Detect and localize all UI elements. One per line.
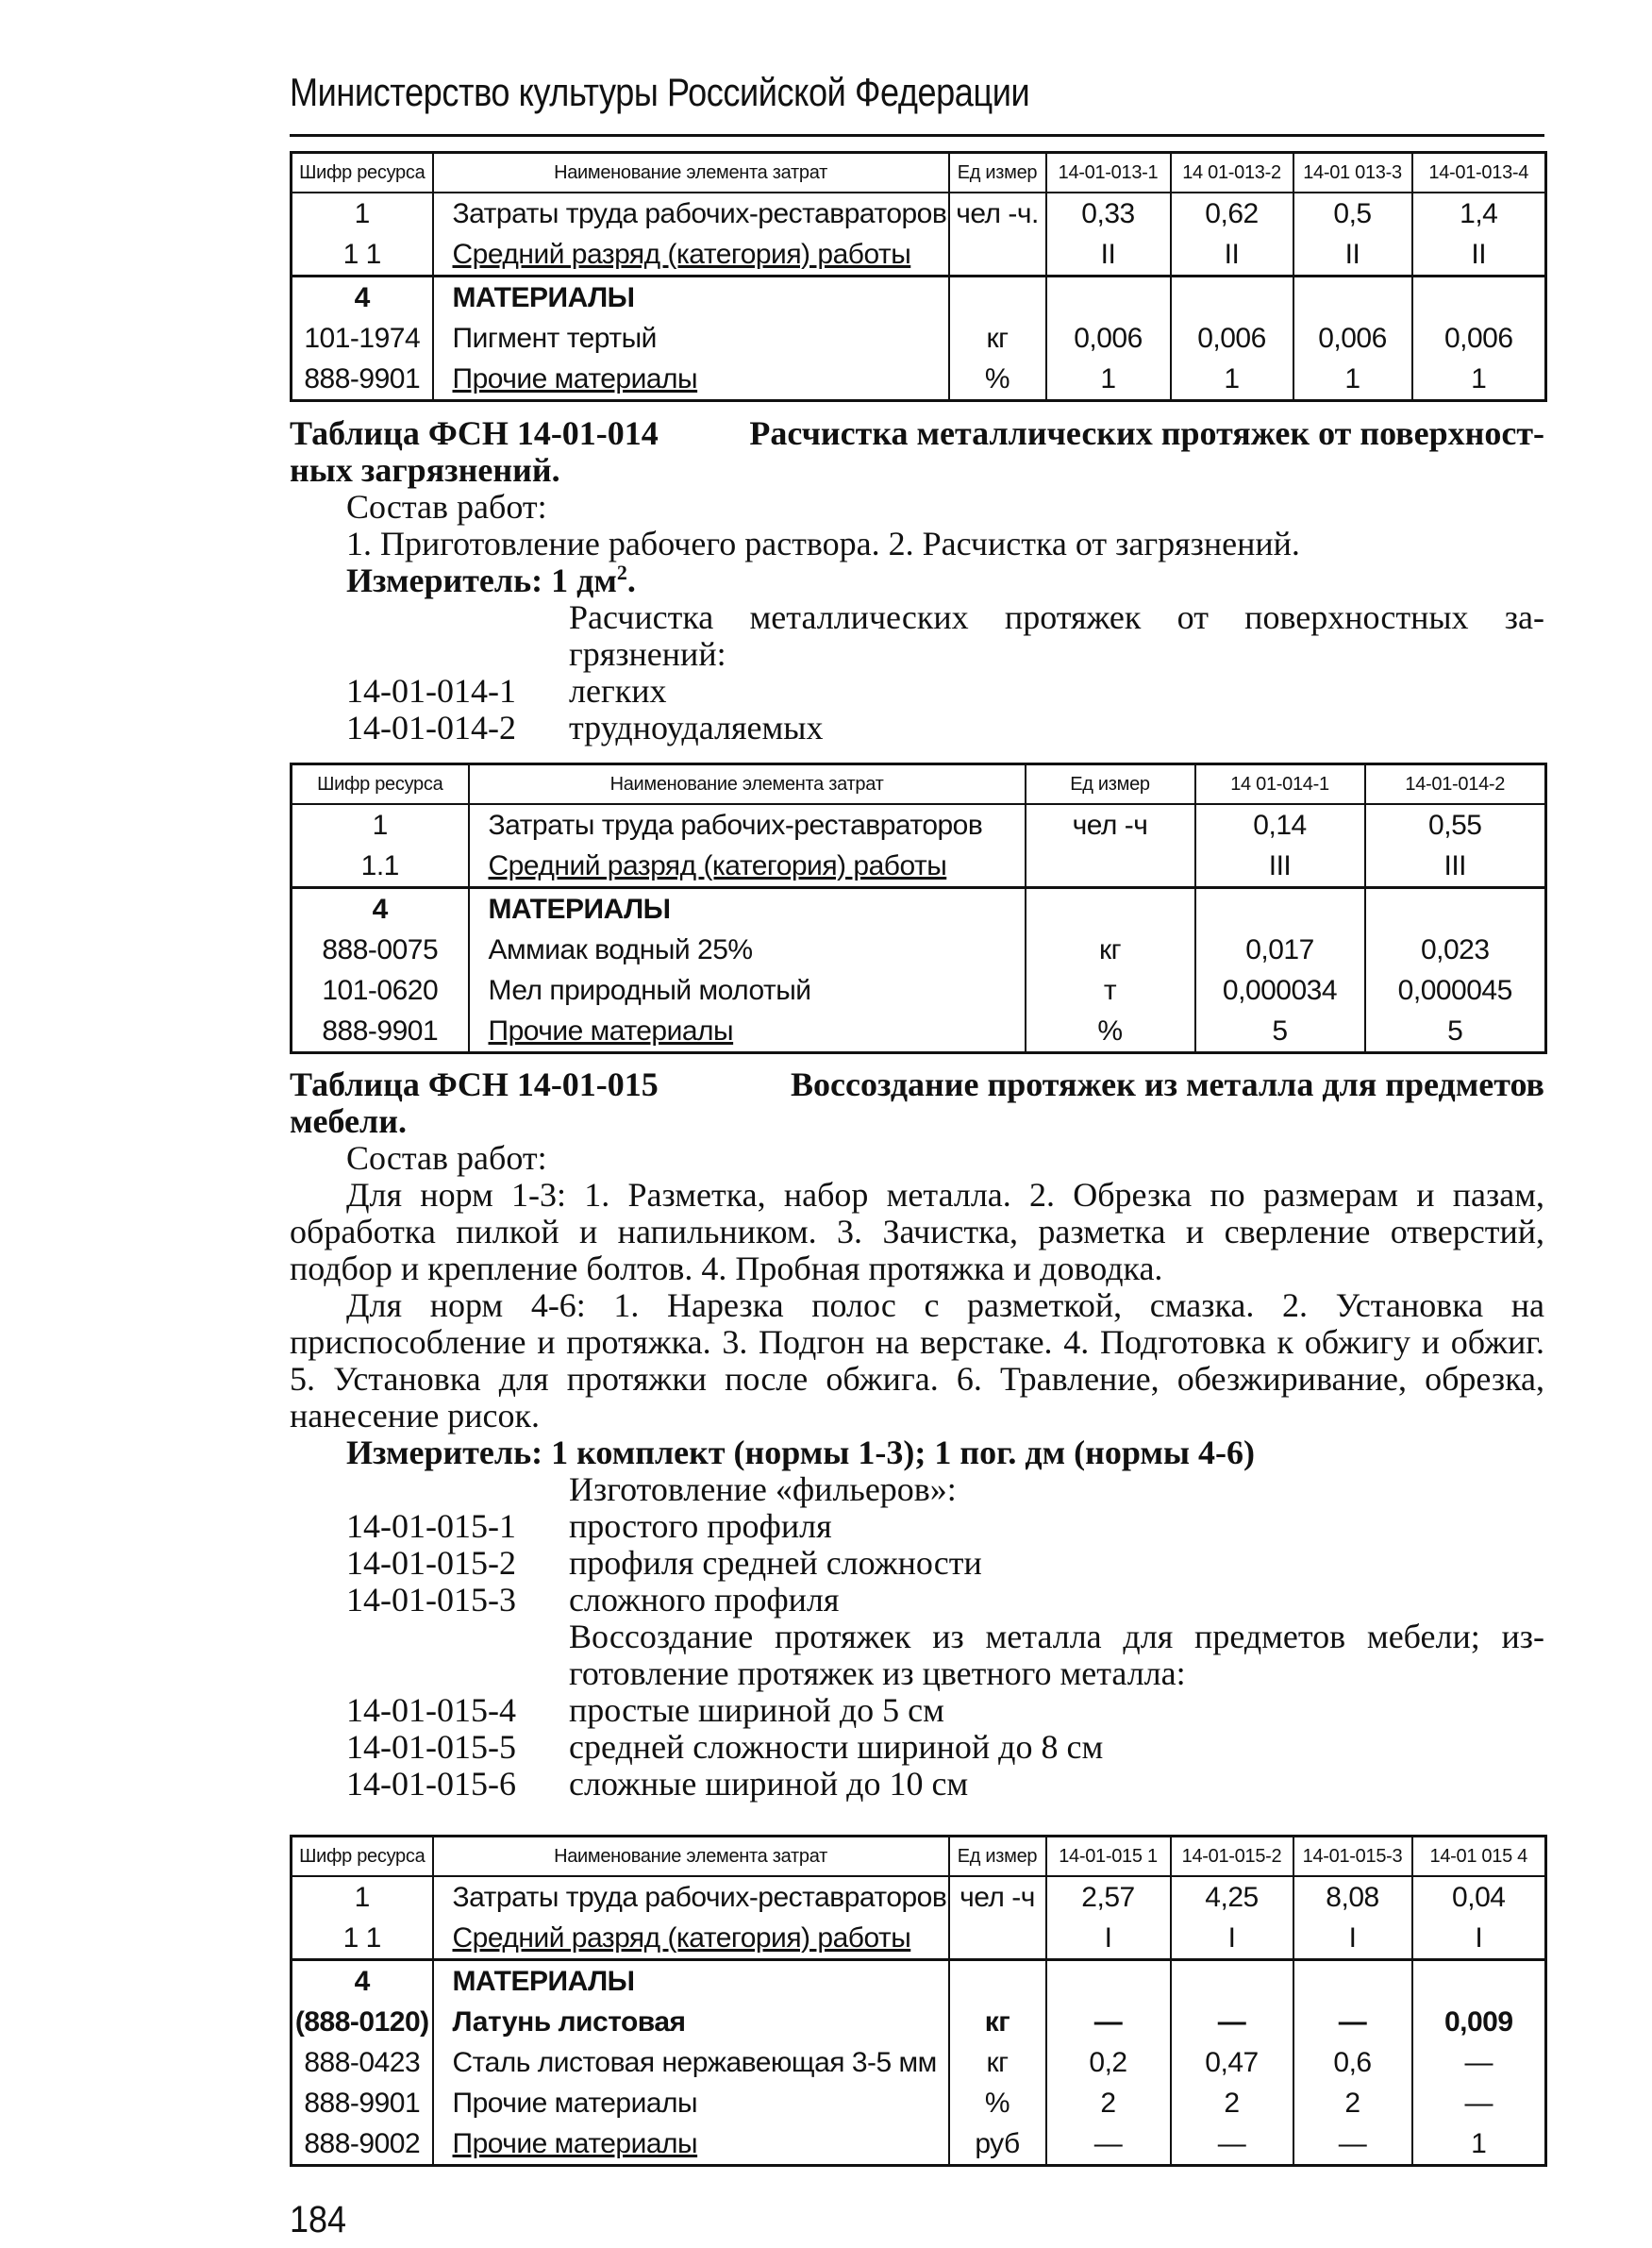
table-cell: II	[1171, 234, 1293, 277]
table-cell: 888-0423	[292, 2042, 433, 2083]
table-cell: Прочие материалы	[433, 2123, 949, 2166]
table-cell: 0,6	[1293, 2042, 1412, 2083]
norm-line: 14-01-015-2 профиля средней сложности	[346, 1544, 982, 1582]
resource-table-015	[290, 1835, 1547, 2167]
table-row	[292, 930, 1546, 970]
work-paragraph-2: Для норм 4-6: 1. Нарезка полос с разметкой, смазка. 2. Установка на приспособление и протяжка. 3. Подгон на верстаке. 4. Подготовка к обжигу и обжиг. 5. Установка для протяжки после обжига. 6. Травление, обезжиривание, обрезка, нанесение рисок.	[290, 1286, 1544, 1434]
work-label: Состав работ:	[346, 488, 547, 526]
table-cell: МАТЕРИАЛЫ	[433, 277, 949, 319]
table-cell: 1	[292, 193, 433, 234]
table-cell	[1293, 277, 1412, 319]
table-cell: 8,08	[1293, 1876, 1412, 1918]
table-row	[292, 1876, 1546, 1918]
table-title-line1: Воссоздание протяжек из металла для предметов	[791, 1065, 1544, 1103]
table-cell: 2	[1046, 2083, 1171, 2123]
table-cell: 5	[1195, 1011, 1365, 1053]
table-header-row	[292, 764, 1546, 805]
table-cell: 4	[292, 1960, 433, 2003]
table-cell: 2	[1171, 2083, 1293, 2123]
column-header: Шифр ресурса	[292, 1837, 433, 1877]
meter: Измеритель: 1 $дм^2$.	[346, 561, 636, 599]
table-cell: —	[1293, 2123, 1412, 2166]
norm-line: 14-01-015-5 средней сложности шириной до 8 см	[346, 1728, 1104, 1766]
table-cell: 0,55	[1365, 804, 1546, 846]
group-title: Изготовление «фильеров»:	[569, 1470, 957, 1508]
table-cell	[1293, 1960, 1412, 2003]
table-cell	[949, 1918, 1046, 1960]
table-code: Таблица ФСН 14-01-015	[290, 1065, 659, 1103]
table-cell: Затраты труда рабочих-реставраторов	[433, 193, 949, 234]
table-cell: чел -ч	[1026, 804, 1195, 846]
table-cell: 4,25	[1171, 1876, 1293, 1918]
norm-line: 14-01-015-4 простые шириной до 5 см	[346, 1691, 944, 1729]
table-title-line2: мебели.	[290, 1102, 407, 1140]
table-cell: т	[1026, 970, 1195, 1011]
table-row	[292, 1011, 1546, 1053]
table-cell: 888-0075	[292, 930, 469, 970]
norm-line: 14-01-014-1 легких	[346, 672, 667, 710]
table-cell: Пигмент тертый	[433, 318, 949, 359]
table-cell: Мел природный молотый	[469, 970, 1026, 1011]
table-cell: I	[1046, 1918, 1171, 1960]
table-row	[292, 359, 1546, 401]
table-cell: 101-1974	[292, 318, 433, 359]
table-cell: 888-9901	[292, 359, 433, 401]
table-cell: I	[1412, 1918, 1546, 1960]
table-row	[292, 277, 1546, 319]
table-cell	[1412, 277, 1546, 319]
table-row	[292, 2002, 1546, 2042]
table-cell: 0,009	[1412, 2002, 1546, 2042]
table-cell: —	[1293, 2002, 1412, 2042]
table-cell	[949, 277, 1046, 319]
table-cell: —	[1412, 2042, 1546, 2083]
table-code: Таблица ФСН 14-01-014	[290, 414, 659, 452]
table-cell: 0,2	[1046, 2042, 1171, 2083]
table-cell: 0,000034	[1195, 970, 1365, 1011]
column-header: Наименование элемента затрат	[433, 153, 949, 193]
table-header-row	[292, 1837, 1546, 1877]
table-header-row	[292, 153, 1546, 193]
table-cell: 5	[1365, 1011, 1546, 1053]
table-title-014	[290, 415, 1544, 452]
table-cell	[1046, 1960, 1171, 2003]
table-cell: 1 1	[292, 1918, 433, 1960]
table-cell: Прочие материалы	[469, 1011, 1026, 1053]
table-cell: 0,023	[1365, 930, 1546, 970]
column-header: Шифр ресурса	[292, 153, 433, 193]
column-header: Шифр ресурса	[292, 764, 469, 805]
table-cell: —	[1046, 2002, 1171, 2042]
page-header-title: Министерство культуры Российской Федерации	[290, 70, 1030, 114]
group-title-cont: готовление протяжек из цветного металла:	[569, 1654, 1186, 1692]
norm-line: 14-01-015-3 сложного профиля	[346, 1581, 840, 1619]
table-cell: 1	[292, 804, 469, 846]
table-cell: 1	[1412, 359, 1546, 401]
column-header: 14-01-015-3	[1293, 1837, 1412, 1877]
norm-line: 14-01-014-2 трудноудаляемых	[346, 709, 824, 747]
table-cell: Средний разряд (категория) работы	[433, 1918, 949, 1960]
table-row	[292, 2083, 1546, 2123]
table-title-015	[290, 1066, 1544, 1103]
table-title-line1: Расчистка металлических протяжек от поверхност-	[749, 414, 1544, 452]
table-cell: %	[949, 359, 1046, 401]
table-cell: 888-9901	[292, 1011, 469, 1053]
table-row	[292, 804, 1546, 846]
table-cell: 1,4	[1412, 193, 1546, 234]
table-cell: Средний разряд (категория) работы	[469, 846, 1026, 888]
table-cell: МАТЕРИАЛЫ	[469, 888, 1026, 931]
table-cell: 4	[292, 888, 469, 931]
group-title-cont: грязнений:	[569, 635, 726, 673]
table-cell: 0,47	[1171, 2042, 1293, 2083]
table-cell: Затраты труда рабочих-реставраторов	[469, 804, 1026, 846]
table-cell: 888-9901	[292, 2083, 433, 2123]
table-cell: Средний разряд (категория) работы	[433, 234, 949, 277]
table-cell: 1	[1171, 359, 1293, 401]
table-cell	[949, 1960, 1046, 2003]
table-cell	[1046, 277, 1171, 319]
table-cell: Аммиак водный 25%	[469, 930, 1026, 970]
table-cell: 1	[1046, 359, 1171, 401]
column-header: Наименование элемента затрат	[433, 1837, 949, 1877]
table-cell: 1	[292, 1876, 433, 1918]
table-cell	[1026, 888, 1195, 931]
column-header: Ед измер	[1026, 764, 1195, 805]
table-row	[292, 193, 1546, 234]
header-divider	[290, 134, 1544, 137]
meter: Измеритель: 1 комплект (нормы 1-3); 1 пог. дм (нормы 4-6)	[346, 1434, 1255, 1471]
table-cell: 101-0620	[292, 970, 469, 1011]
column-header: 14-01 013-3	[1293, 153, 1412, 193]
table-cell: чел -ч	[949, 1876, 1046, 1918]
table-cell	[1365, 888, 1546, 931]
table-row	[292, 1960, 1546, 2003]
table-cell: —	[1171, 2002, 1293, 2042]
section-014	[290, 415, 1544, 747]
table-cell: —	[1171, 2123, 1293, 2166]
section-015	[290, 1066, 1544, 1803]
table-cell	[1412, 1960, 1546, 2003]
table-row	[292, 234, 1546, 277]
table-cell: руб	[949, 2123, 1046, 2166]
table-cell: 4	[292, 277, 433, 319]
table-cell: МАТЕРИАЛЫ	[433, 1960, 949, 2003]
table-cell	[1195, 888, 1365, 931]
column-header: 14-01-014-2	[1365, 764, 1546, 805]
table-cell: II	[1412, 234, 1546, 277]
column-header: 14-01-015 1	[1046, 1837, 1171, 1877]
table-cell: 1	[1412, 2123, 1546, 2166]
table-row	[292, 888, 1546, 931]
table-cell: 0,5	[1293, 193, 1412, 234]
page-number: 184	[290, 2199, 347, 2240]
table-cell	[1026, 846, 1195, 888]
table-cell: 0,14	[1195, 804, 1365, 846]
table-cell: II	[1046, 234, 1171, 277]
resource-table-014	[290, 763, 1547, 1054]
work-text: 1. Приготовление рабочего раствора. 2. Расчистка от загрязнений.	[346, 525, 1300, 562]
table-cell: Прочие материалы	[433, 2083, 949, 2123]
table-cell: 2	[1293, 2083, 1412, 2123]
work-paragraph-1: Для норм 1-3: 1. Разметка, набор металла. 2. Обрезка по размерам и пазам, обработка пилкой и напильником. 3. Зачистка, разметка и сверление отверстий, подбор и крепление болтов. 4. Пробная протяжка и доводка.	[290, 1176, 1544, 1287]
table-cell: %	[949, 2083, 1046, 2123]
group-title: Воссоздание протяжек из металла для предметов мебели; из-	[569, 1618, 1544, 1655]
table-cell: I	[1293, 1918, 1412, 1960]
table-cell: III	[1195, 846, 1365, 888]
column-header: 14-01-013-4	[1412, 153, 1546, 193]
resource-table-013	[290, 151, 1547, 402]
table-cell: кг	[949, 2002, 1046, 2042]
table-cell: —	[1412, 2083, 1546, 2123]
table-cell: Прочие материалы	[433, 359, 949, 401]
column-header: Ед измер	[949, 1837, 1046, 1877]
table-row	[292, 846, 1546, 888]
column-header: Наименование элемента затрат	[469, 764, 1026, 805]
table-cell: 1.1	[292, 846, 469, 888]
table-cell: 0,006	[1046, 318, 1171, 359]
column-header: 14-01-015-2	[1171, 1837, 1293, 1877]
table-cell: 0,006	[1293, 318, 1412, 359]
table-cell: 0,017	[1195, 930, 1365, 970]
table-cell: %	[1026, 1011, 1195, 1053]
table-cell: кг	[949, 318, 1046, 359]
table-cell: 0,04	[1412, 1876, 1546, 1918]
table-row	[292, 318, 1546, 359]
table-cell: (888-0120)	[292, 2002, 433, 2042]
table-cell: кг	[1026, 930, 1195, 970]
column-header: Ед измер	[949, 153, 1046, 193]
table-cell: II	[1293, 234, 1412, 277]
table-row	[292, 1918, 1546, 1960]
table-cell	[949, 234, 1046, 277]
column-header: 14-01-013-1	[1046, 153, 1171, 193]
norm-line: 14-01-015-1 простого профиля	[346, 1507, 832, 1545]
table-cell: 0,006	[1171, 318, 1293, 359]
table-cell: чел -ч.	[949, 193, 1046, 234]
table-row	[292, 2042, 1546, 2083]
column-header: 14 01-013-2	[1171, 153, 1293, 193]
column-header: 14 01-014-1	[1195, 764, 1365, 805]
table-cell: —	[1046, 2123, 1171, 2166]
group-title: Расчистка металлических протяжек от поверхностных за-	[569, 598, 1544, 636]
table-row	[292, 2123, 1546, 2166]
table-cell: Латунь листовая	[433, 2002, 949, 2042]
table-cell: 0,006	[1412, 318, 1546, 359]
table-cell: кг	[949, 2042, 1046, 2083]
table-cell: 0,62	[1171, 193, 1293, 234]
table-cell: Затраты труда рабочих-реставраторов	[433, 1876, 949, 1918]
table-cell	[1171, 1960, 1293, 2003]
table-cell: 888-9002	[292, 2123, 433, 2166]
table-cell: 0,33	[1046, 193, 1171, 234]
table-title-line2: ных загрязнений.	[290, 451, 560, 489]
table-cell: Сталь листовая нержавеющая 3-5 мм	[433, 2042, 949, 2083]
work-label: Состав работ:	[346, 1139, 547, 1177]
table-cell: 0,000045	[1365, 970, 1546, 1011]
column-header: 14-01 015 4	[1412, 1837, 1546, 1877]
table-cell	[1171, 277, 1293, 319]
table-cell: I	[1171, 1918, 1293, 1960]
table-cell: 1 1	[292, 234, 433, 277]
norm-line: 14-01-015-6 сложные шириной до 10 см	[346, 1765, 969, 1803]
table-cell: III	[1365, 846, 1546, 888]
table-cell: 2,57	[1046, 1876, 1171, 1918]
table-row	[292, 970, 1546, 1011]
table-cell: 1	[1293, 359, 1412, 401]
